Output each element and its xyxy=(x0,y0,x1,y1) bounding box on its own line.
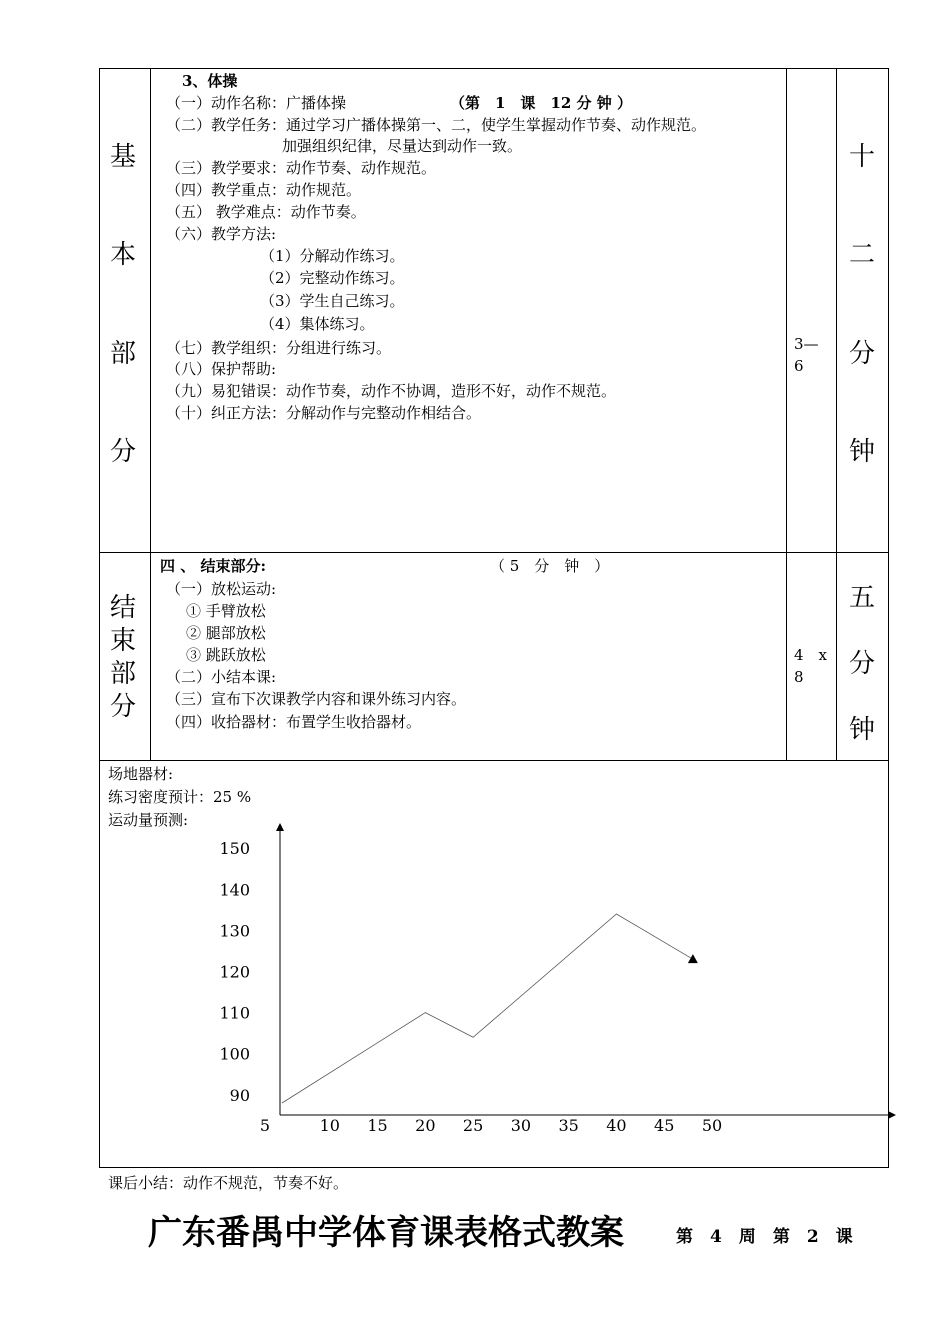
end-item: （四）收拾器材：布置学生收拾器材。 xyxy=(166,713,422,731)
density-label: 练习密度预计：25 % xyxy=(108,788,252,806)
x-tick-label: 10 xyxy=(319,1116,340,1135)
basic-side-char: 部 xyxy=(109,339,136,369)
basic-item: （三）教学要求：动作节奏、动作规范。 xyxy=(166,159,437,177)
y-tick-label: 150 xyxy=(219,839,250,859)
x-tick-label: 35 xyxy=(558,1116,579,1135)
x-tick-label: 50 xyxy=(701,1116,723,1135)
end-item: （三）宣布下次课教学内容和课外练习内容。 xyxy=(166,690,467,708)
end-item: （一）放松运动: xyxy=(166,580,277,598)
end-side-char: 分 xyxy=(109,692,136,722)
x-tick-label: 30 xyxy=(510,1116,532,1135)
method-item: （4）集体练习。 xyxy=(260,315,375,333)
basic-heading: 3、体操 xyxy=(182,72,238,90)
basic-side-char: 分 xyxy=(109,437,136,467)
load-label: 运动量预测: xyxy=(108,811,189,829)
end-item: ③ 跳跃放松 xyxy=(186,646,266,664)
basic-item: （十）纠正方法：分解动作与完整动作相结合。 xyxy=(166,404,482,422)
series-line xyxy=(282,914,693,1103)
col-divider-3 xyxy=(836,68,837,760)
end-time-char: 五 xyxy=(848,583,875,613)
y-tick-label: 120 xyxy=(219,962,250,982)
basic-side-char: 本 xyxy=(109,240,136,270)
lesson-summary: 课后小结：动作不规范，节奏不好。 xyxy=(108,1174,349,1192)
load-chart xyxy=(100,761,900,1167)
end-reps: 8 xyxy=(794,668,804,686)
week-lesson: 第 4 周 第 2 课 xyxy=(676,1227,853,1247)
basic-item: （六）教学方法: xyxy=(166,225,277,243)
y-tick-label: 130 xyxy=(219,921,250,941)
basic-item: （八）保护帮助: xyxy=(166,360,277,378)
y-axis-arrow xyxy=(276,823,284,831)
end-side-char: 结 xyxy=(109,593,136,623)
end-side-char: 束 xyxy=(109,626,136,656)
x-tick-label: 25 xyxy=(462,1116,484,1135)
x-tick-label: 20 xyxy=(415,1116,436,1135)
basic-reps: 3— xyxy=(794,335,819,353)
end-heading: 四 、 结束部分: xyxy=(160,557,266,575)
table-bottom-border xyxy=(99,1167,889,1168)
basic-item: （四）教学重点：动作规范。 xyxy=(166,181,362,199)
y-tick-label: 110 xyxy=(219,1003,250,1023)
x-tick-label: 5 xyxy=(259,1116,271,1135)
basic-time-char: 十 xyxy=(848,142,875,172)
basic-reps: 6 xyxy=(794,357,804,375)
end-side-char: 部 xyxy=(109,659,136,689)
equipment-label: 场地器材: xyxy=(108,765,174,783)
row-divider-1 xyxy=(99,552,889,553)
page-title: 广东番禺中学体育课表格式教案 xyxy=(148,1213,624,1253)
end-time-char: 钟 xyxy=(848,715,875,745)
y-tick-label: 140 xyxy=(219,880,250,900)
end-item: （二）小结本课: xyxy=(166,668,277,686)
x-tick-label: 15 xyxy=(367,1116,388,1135)
end-reps: 4 x xyxy=(794,646,828,664)
basic-item: （二）教学任务：通过学习广播体操第一、二，使学生掌握动作节奏、动作规范。 xyxy=(166,116,707,134)
method-item: （1）分解动作练习。 xyxy=(260,247,405,265)
series-end-arrow xyxy=(688,954,698,963)
basic-time-char: 二 xyxy=(848,240,875,270)
col-divider-2 xyxy=(786,68,787,760)
end-item: ② 腿部放松 xyxy=(186,624,266,642)
basic-item: 加强组织纪律，尽量达到动作一致。 xyxy=(282,137,523,155)
basic-time-char: 钟 xyxy=(848,437,875,467)
basic-item: （一）动作名称：广播体操 xyxy=(166,94,347,112)
end-item: ① 手臂放松 xyxy=(186,602,266,620)
basic-lesson-time: （第 1 课 12 分 钟 ） xyxy=(450,94,632,112)
basic-item: （五） 教学难点：动作节奏。 xyxy=(166,203,366,221)
method-item: （3）学生自己练习。 xyxy=(260,292,405,310)
x-tick-label: 40 xyxy=(606,1116,627,1135)
end-time-char: 分 xyxy=(848,649,875,679)
y-tick-label: 100 xyxy=(219,1044,250,1064)
basic-item: （九）易犯错误：动作节奏，动作不协调，造形不好，动作不规范。 xyxy=(166,382,617,400)
table-top-border xyxy=(99,68,889,69)
basic-time-char: 分 xyxy=(848,339,875,369)
basic-side-char: 基 xyxy=(109,142,136,172)
col-divider-1 xyxy=(150,68,151,760)
basic-item: （七）教学组织：分组进行练习。 xyxy=(166,339,392,357)
y-tick-label: 90 xyxy=(229,1085,250,1105)
end-lesson-time: （ 5 分 钟 ） xyxy=(490,557,610,575)
x-axis-arrow xyxy=(888,1111,896,1119)
method-item: （2）完整动作练习。 xyxy=(260,269,405,287)
x-tick-label: 45 xyxy=(654,1116,675,1135)
